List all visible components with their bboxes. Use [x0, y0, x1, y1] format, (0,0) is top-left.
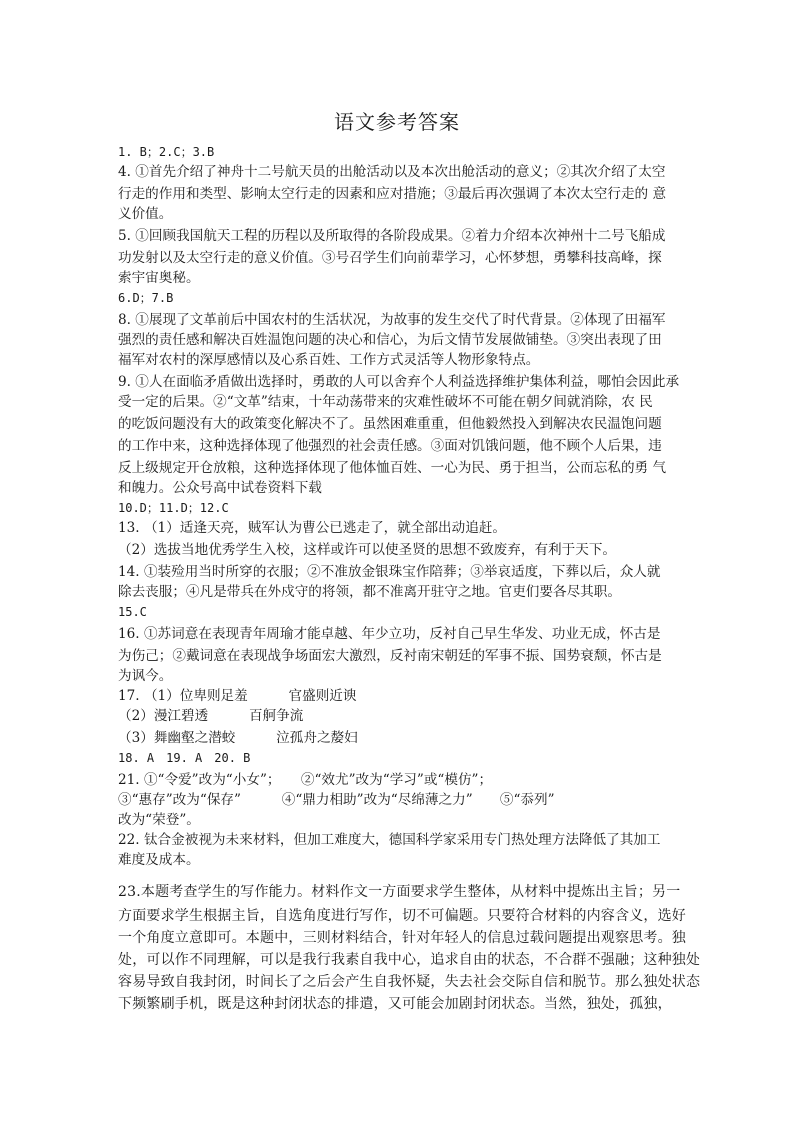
answer-line: 的吃饭问题没有大的政策变化解决不了。虽然困难重重，但他毅然投入到解决农民温饱问题 [118, 416, 662, 432]
answer-line: 义价值。 [118, 206, 173, 222]
page-title: 语文参考答案 [334, 110, 460, 134]
answer-line: 10.D；11.D；12.C [118, 501, 229, 515]
answer-line: 4. ①首先介绍了神舟十二号航天员的出舱活动以及本次出舱活动的意义；②其次介绍了太空 [118, 164, 666, 180]
answer-line: 处，可以作不同理解，可以是我行我素自我中心，追求自由的状态，不合群不强融；这种独处 [118, 952, 701, 968]
answer-line: 难度及成本。 [118, 852, 200, 868]
answer-line: 13. （1）适逢天亮，贼军认为曹公已逃走了，就全部出动追赶。 [118, 520, 507, 536]
answer-line: 下频繁刷手机，既是这种封闭状态的排遣，又可能会加剧封闭状态。当然，独处，孤独， [118, 996, 672, 1012]
answer-line: 16. ①苏词意在表现青年周瑜才能卓越、年少立功，反衬自己早生华发、功业无成，怀古是 [118, 626, 661, 642]
answer-line: 17. （1）位卑则足羞 官盛则近谀 [118, 688, 357, 704]
answer-line: 索宇宙奥秘。 [118, 270, 200, 286]
answer-line: 容易导致自我封闭，时间长了之后会产生自我怀疑，失去社会交际自信和脱节。那么独处状态 [118, 974, 701, 990]
answer-line: 5. ①回顾我国航天工程的历程以及所取得的各阶段成果。②着力介绍本次神州十二号飞船成 [118, 228, 666, 244]
answer-line: 22. 钛合金被视为未来材料，但加工难度大，德国科学家采用专门热处理方法降低了其加工 [118, 832, 661, 848]
answer-line: 15.C [118, 605, 147, 619]
answer-line: 6.D；7.B [118, 291, 174, 305]
answer-line: 行走的作用和类型、影响太空行走的因素和应对措施；③最后再次强调了本次太空行走的 意 [118, 186, 667, 202]
answer-line: 18. A 19. A 20. B [118, 751, 251, 765]
answer-line: 改为“荣登”。 [118, 812, 200, 828]
answer-line: 功发射以及太空行走的意义价值。③号召学生们向前辈学习，心怀梦想，勇攀科技高峰，探 [118, 250, 662, 266]
answer-line: 14. ①装殓用当时所穿的衣服；②不准放金银珠宝作陪葬；③举哀适度，下葬以后，众人就 [118, 564, 661, 580]
answer-line: 和魄力。公众号高中试卷资料下载 [118, 480, 322, 496]
answer-line: 福军对农村的深厚感情以及心系百姓、工作方式灵活等人物形象特点。 [118, 352, 540, 368]
answer-line: 21. ①“令爱”改为“小女”； ②“效尤”改为“学习”或“模仿”； [118, 772, 493, 788]
answer-line: 反上级规定开仓放粮，这种选择体现了他体恤百姓、一心为民、勇于担当，公而忘私的勇 气 [118, 460, 667, 476]
answer-line: （3）舞幽壑之潜蛟 泣孤舟之嫠妇 [118, 730, 358, 746]
answer-line: 1. B；2.C；3.B [118, 145, 215, 159]
answer-line: 强烈的责任感和解决百姓温饱问题的决心和信心，为后文情节发展做铺垫。③突出表现了田 [118, 332, 662, 348]
answer-line: 受一定的后果。②“文革”结束，十年动荡带来的灾难性破坏不可能在朝夕间就消除，农 民 [118, 394, 653, 410]
answer-line: （2）漫江碧透 百舸争流 [118, 708, 304, 724]
answer-line: 为伤己；②戴词意在表现战争场面宏大激烈，反衬南宋朝廷的军事不振、国势衰颓，怀古是 [118, 648, 662, 664]
answer-line: 9. ①人在面临矛盾做出选择时，勇敢的人可以舍弃个人利益选择维护集体利益，哪怕会因此承 [118, 374, 680, 390]
answer-line: 的工作中来，这种选择体现了他强烈的社会责任感。③面对饥饿问题，他不顾个人后果，违 [118, 438, 662, 454]
answer-line: （2）选拔当地优秀学生入校，这样或许可以使圣贤的思想不致废弃，有利于天下。 [118, 542, 617, 558]
answer-line: 除去丧服；④凡是带兵在外戍守的将领，都不准离开驻守之地。官吏们要各尽其职。 [118, 584, 621, 600]
answer-line: 一个角度立意即可。本题中，三则材料结合，针对年轻人的信息过载问题提出观察思考。独 [118, 930, 686, 946]
answer-line: 8. ①展现了文革前后中国农村的生活状况，为故事的发生交代了时代背景。②体现了田福军 [118, 312, 666, 328]
answer-line: ③“惠存”改为“保存” ④“鼎力相助”改为“尽绵薄之力” ⑤“忝列” [118, 792, 555, 808]
answer-line: 为讽今。 [118, 668, 173, 684]
answer-line: 23.本题考查学生的写作能力。材料作文一方面要求学生整体，从材料中提炼出主旨；另一 [118, 884, 681, 900]
answer-line: 方面要求学生根据主旨，自选角度进行写作，切不可偏题。只要符合材料的内容含义，选好 [118, 908, 686, 924]
